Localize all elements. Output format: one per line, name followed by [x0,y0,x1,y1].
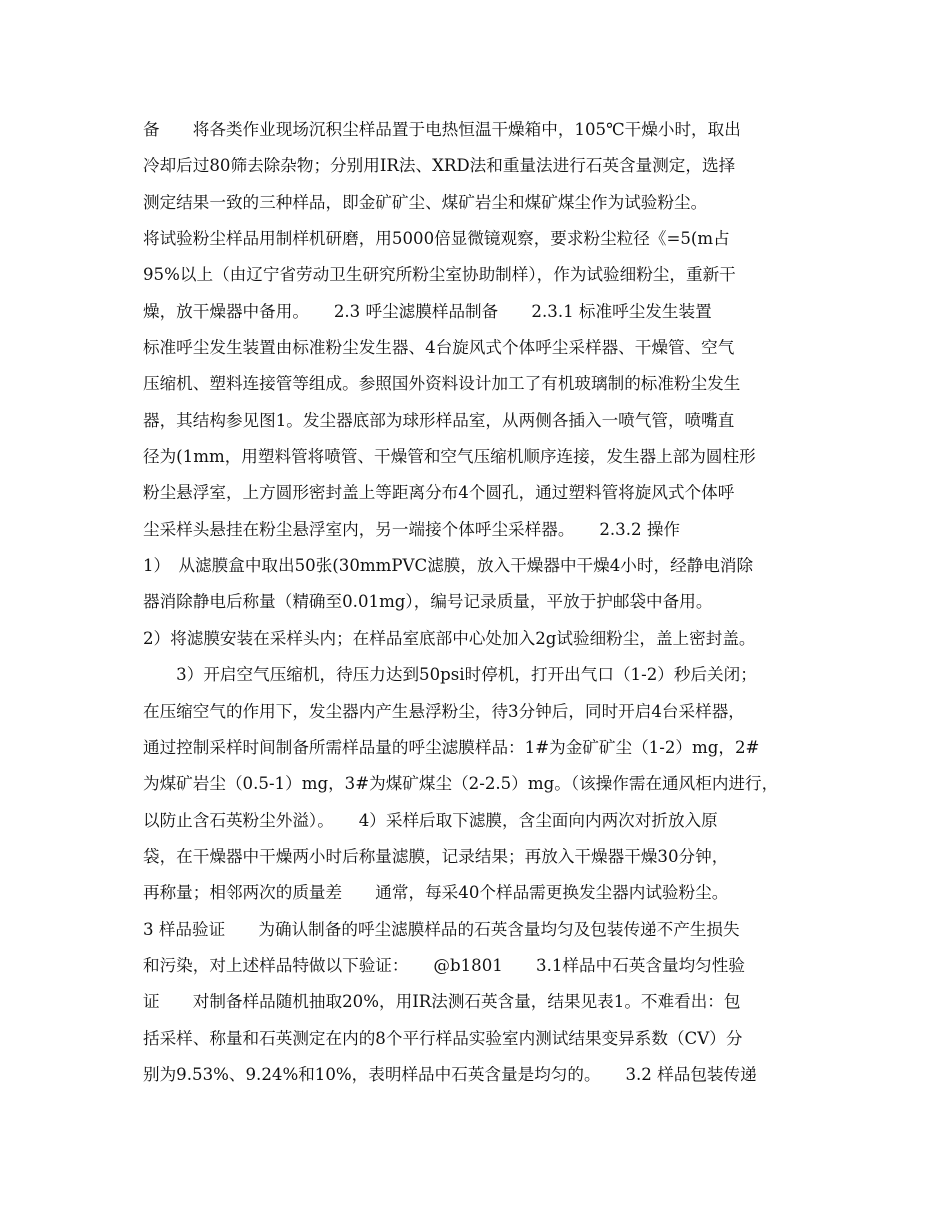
text-line: 95%以上（由辽宁省劳动卫生研究所粉尘室协助制样），作为试验细粉尘，重新干 [143,265,736,285]
text-line: 在压缩空气的作用下，发尘器内产生悬浮粉尘，待3分钟后，同时开启4台采样器， [143,701,745,721]
text-line: 袋，在干燥器中干燥两小时后称量滤膜，记录结果；再放入干燥器干燥30分钟， [143,846,729,866]
text-line: 器，其结构参见图1。发尘器底部为球形样品室，从两侧各插入一喷气管，喷嘴直 [143,410,735,430]
text-line: 燥，放干燥器中备用。 2.3 呼尘滤膜样品制备 2.3.1 标准呼尘发生装置 [143,301,712,321]
body-text [143,112,815,1093]
text-line: 3 样品验证 为确认制备的呼尘滤膜样品的石英含量均匀及包装传递不产生损失 [143,919,740,939]
text-line: 冷却后过80筛去除杂物；分别用IR法、XRD法和重量法进行石英含量测定，选择 [143,156,736,176]
text-line: 2）将滤膜安装在采样头内；在样品室底部中心处加入2g试验细粉尘，盖上密封盖。 [143,628,756,648]
text-line: 3）开启空气压缩机，待压力达到50psi时停机，打开出气口（1-2）秒后关闭； [143,665,757,685]
text-line: 测定结果一致的三种样品，即金矿矿尘、煤矿岩尘和煤矿煤尘作为试验粉尘。 [143,192,708,212]
text-line: 和污染，对上述样品特做以下验证： @b1801 3.1样品中石英含量均匀性验 [143,955,745,975]
text-line: 尘采样头悬挂在粉尘悬浮室内，另一端接个体呼尘采样器。 2.3.2 操作 [143,519,681,539]
text-line: 径为(1mm，用塑料管将喷管、干燥管和空气压缩机顺序连接，发生器上部为圆柱形 [143,447,756,467]
text-line: 将试验粉尘样品用制样机研磨，用5000倍显微镜观察，要求粉尘粒径《=5(m占 [143,229,730,249]
text-line: 器消除静电后称量（精确至0.01mg），编号记录质量，平放于护邮袋中备用。 [143,592,713,612]
text-line: 通过控制采样时间制备所需样品量的呼尘滤膜样品：1#为金矿矿尘（1-2）mg，2# [143,737,760,757]
text-line: 压缩机、塑料连接管等组成。参照国外资料设计加工了有机玻璃制的标准粉尘发生 [143,374,741,394]
text-line: 证 对制备样品随机抽取20%，用IR法测石英含量，结果见表1。不难看出：包 [143,992,741,1012]
text-line: 括采样、称量和石英测定在内的8个平行样品实验室内测试结果变异系数（CV）分 [143,1028,743,1048]
text-line: 1） 从滤膜盒中取出50张(30mmPVC滤膜，放入干燥器中干燥4小时，经静电消除 [143,556,754,576]
text-line: 为煤矿岩尘（0.5-1）mg，3#为煤矿煤尘（2-2.5）mg。（该操作需在通风柜内进行， [143,774,779,794]
text-line: 别为9.53%、9.24%和10%，表明样品中石英含量是均匀的。 3.2 样品包装传递 [143,1064,757,1084]
text-line: 粉尘悬浮室，上方圆形密封盖上等距离分布4个圆孔，通过塑料管将旋风式个体呼 [143,483,735,503]
text-line: 再称量；相邻两次的质量差 通常，每采40个样品需更换发尘器内试验粉尘。 [143,883,729,903]
text-line: 标准呼尘发生装置由标准粉尘发生器、4台旋风式个体呼尘采样器、干燥管、空气 [143,338,735,358]
text-line: 备 将各类作业现场沉积尘样品置于电热恒温干燥箱中，105℃干燥小时，取出 [143,120,741,139]
text-line: 以防止含石英粉尘外溢）。 4）采样后取下滤膜，含尘面向内两次对折放入原 [143,810,718,830]
